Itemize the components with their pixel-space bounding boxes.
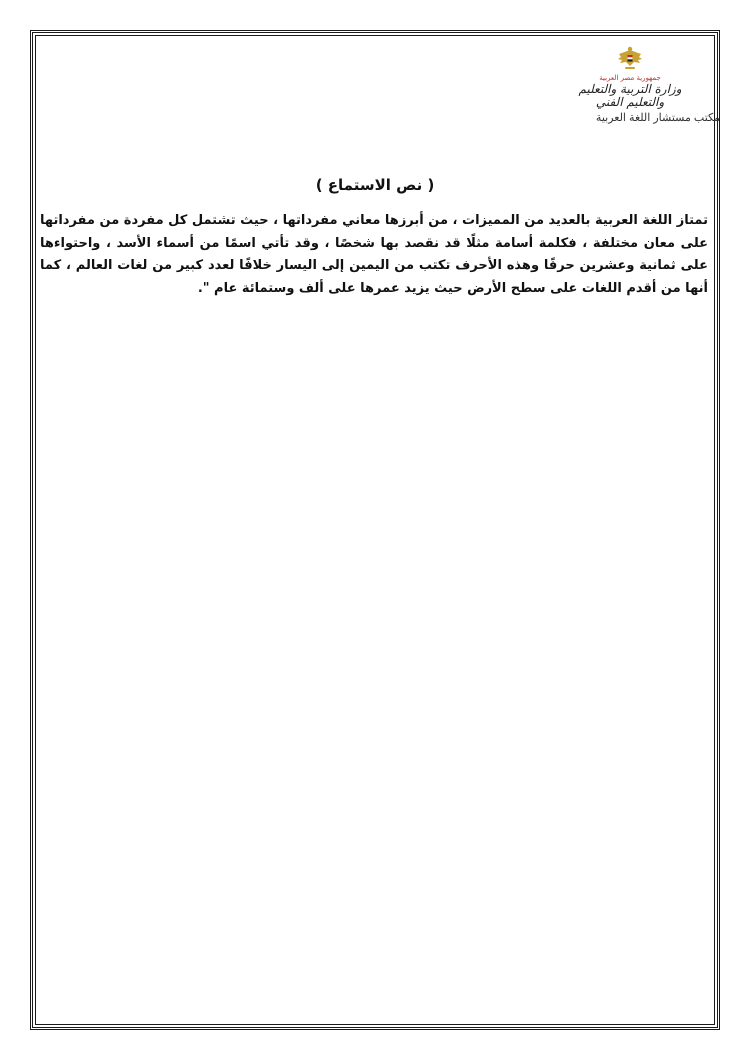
office-name: مكتب مستشار اللغة العربية xyxy=(595,112,720,124)
listening-passage: تمتاز اللغة العربية بالعديد من المميزات ، من أبرزها معاني مفرداتها ، حيث تشتمل كل مفردة من مفرداتها على معان مختلفة ، فكلمة أسامة مثلًا قد نقصد بها شخصًا ، وقد تأتي اسمًا من أسماء الأسد ، واحتواءها على ثمانية وعشرين حرفًا وهذه الأحرف تكتب من اليمين إلى اليسار خلافًا لعدد كبير من لغات العالم ، كما أنها من أقدم اللغات على سطح الأرض حيث يزيد عمرها على ألف وستمائة عام ". xyxy=(40,213,708,296)
letterhead xyxy=(560,44,720,124)
ministry-line-2: والتعليم الفني xyxy=(595,95,665,109)
ministry-line-1: وزارة التربية والتعليم xyxy=(578,82,682,96)
page-title: ( نص الاستماع ) xyxy=(315,176,435,194)
egypt-eagle-emblem-icon xyxy=(615,44,645,74)
republic-name: جمهورية مصر العربية xyxy=(599,74,661,82)
ministry-name xyxy=(560,83,700,109)
